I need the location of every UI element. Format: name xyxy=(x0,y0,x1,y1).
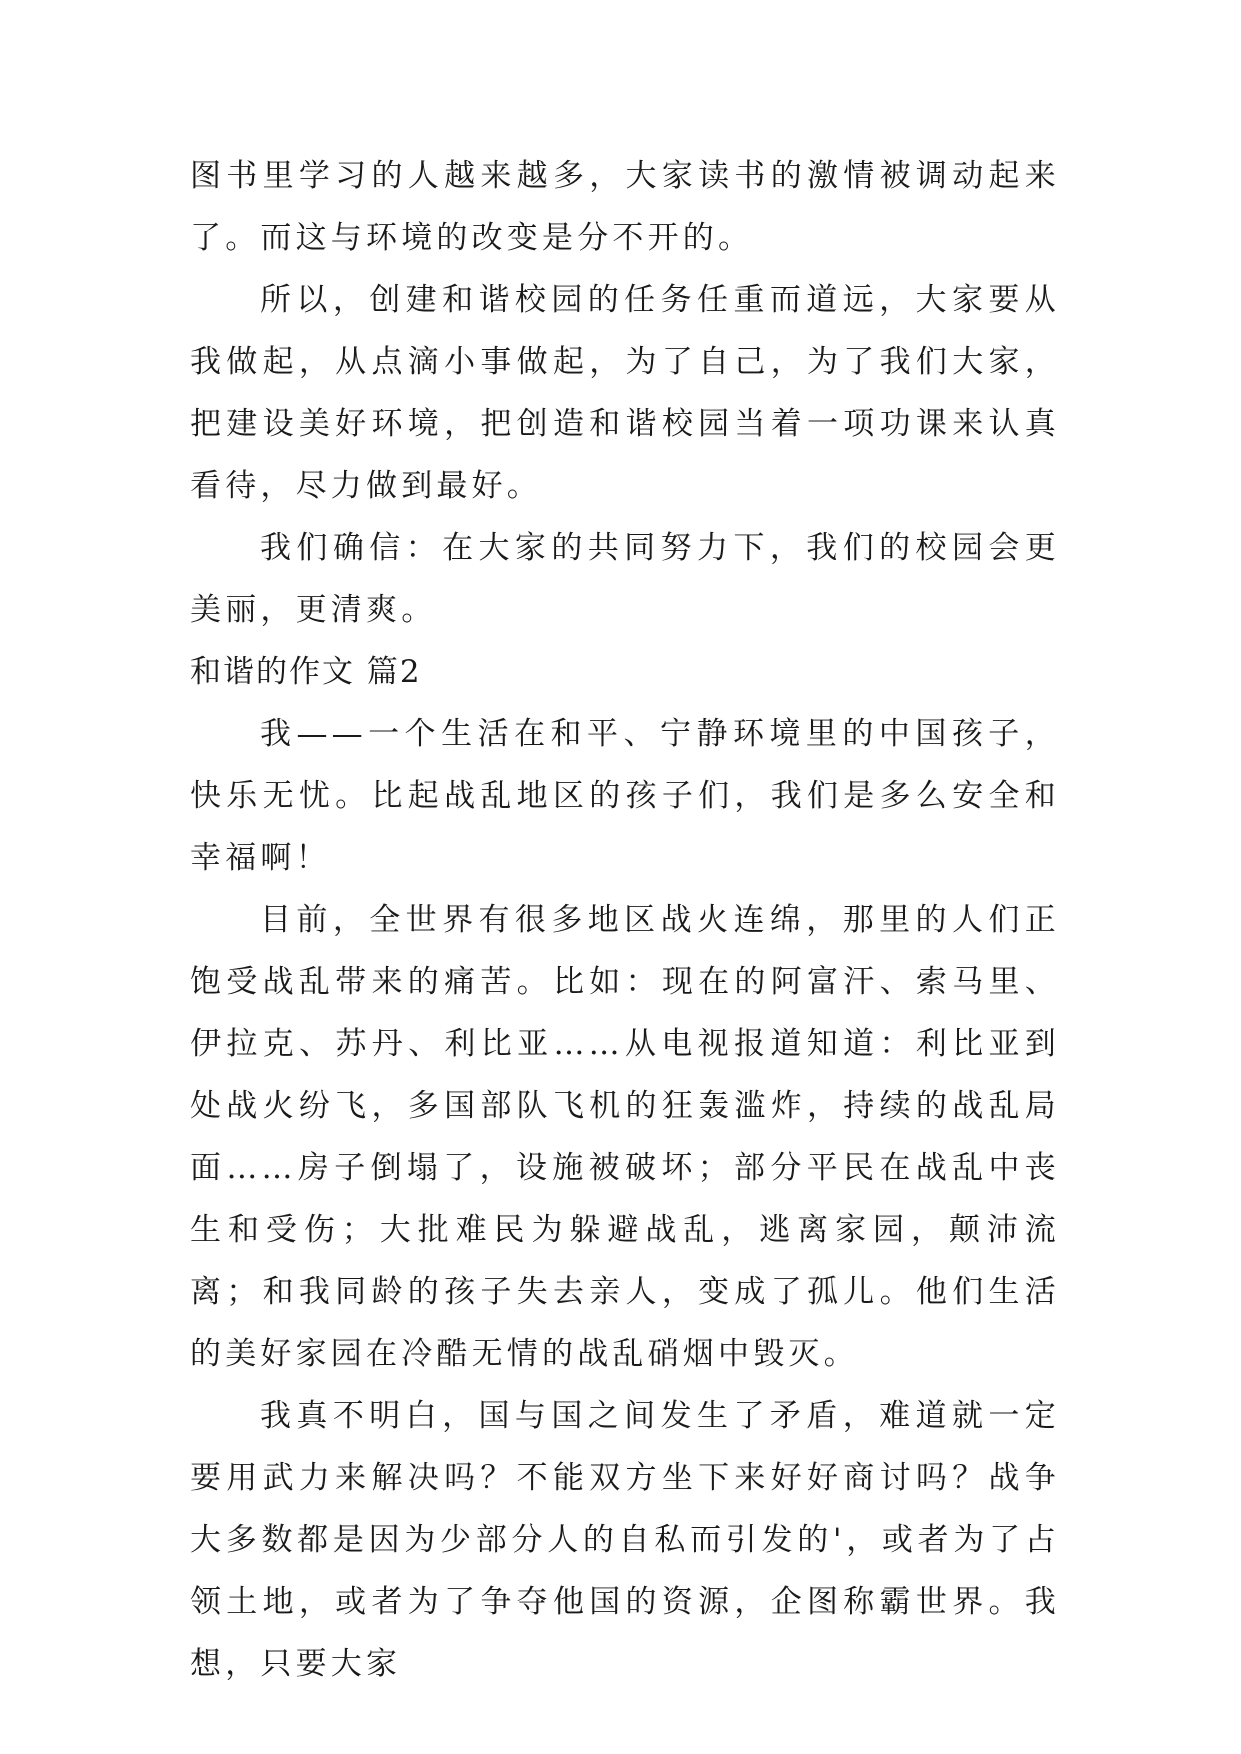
paragraph-5: 目前，全世界有很多地区战火连绵，那里的人们正饱受战乱带来的痛苦。比如：现在的阿富汗、索马里、伊拉克、苏丹、利比亚……从电视报道知道：利比亚到处战火纷飞，多国部队飞机的狂轰滥炸，持续的战乱局面……房子倒塌了，设施被破坏；部分平民在战乱中丧生和受伤；大批难民为躲避战乱，逃离家园，颠沛流离；和我同龄的孩子失去亲人，变成了孤儿。他们生活的美好家园在冷酷无情的战乱硝烟中毁灭。 xyxy=(190,902,1060,1372)
document-page xyxy=(190,145,1060,1695)
paragraph-1: 图书里学习的人越来越多，大家读书的激情被调动起来了。而这与环境的改变是分不开的。 xyxy=(190,158,1060,256)
paragraph-4: 我——一个生活在和平、宁静环境里的中国孩子，快乐无忧。比起战乱地区的孩子们，我们是多么安全和幸福啊！ xyxy=(190,716,1060,876)
paragraph-2: 所以，创建和谐校园的任务任重而道远，大家要从我做起，从点滴小事做起，为了自己，为了我们大家，把建设美好环境，把创造和谐校园当着一项功课来认真看待，尽力做到最好。 xyxy=(190,282,1060,504)
paragraph-6: 我真不明白，国与国之间发生了矛盾，难道就一定要用武力来解决吗？不能双方坐下来好好商讨吗？战争大多数都是因为少部分人的自私而引发的'，或者为了占领土地，或者为了争夺他国的资源，企图称霸世界。我想，只要大家 xyxy=(190,1398,1060,1682)
paragraph-3: 我们确信：在大家的共同努力下，我们的校园会更美丽，更清爽。 xyxy=(190,530,1060,628)
section-heading: 和谐的作文 篇2 xyxy=(190,654,422,690)
